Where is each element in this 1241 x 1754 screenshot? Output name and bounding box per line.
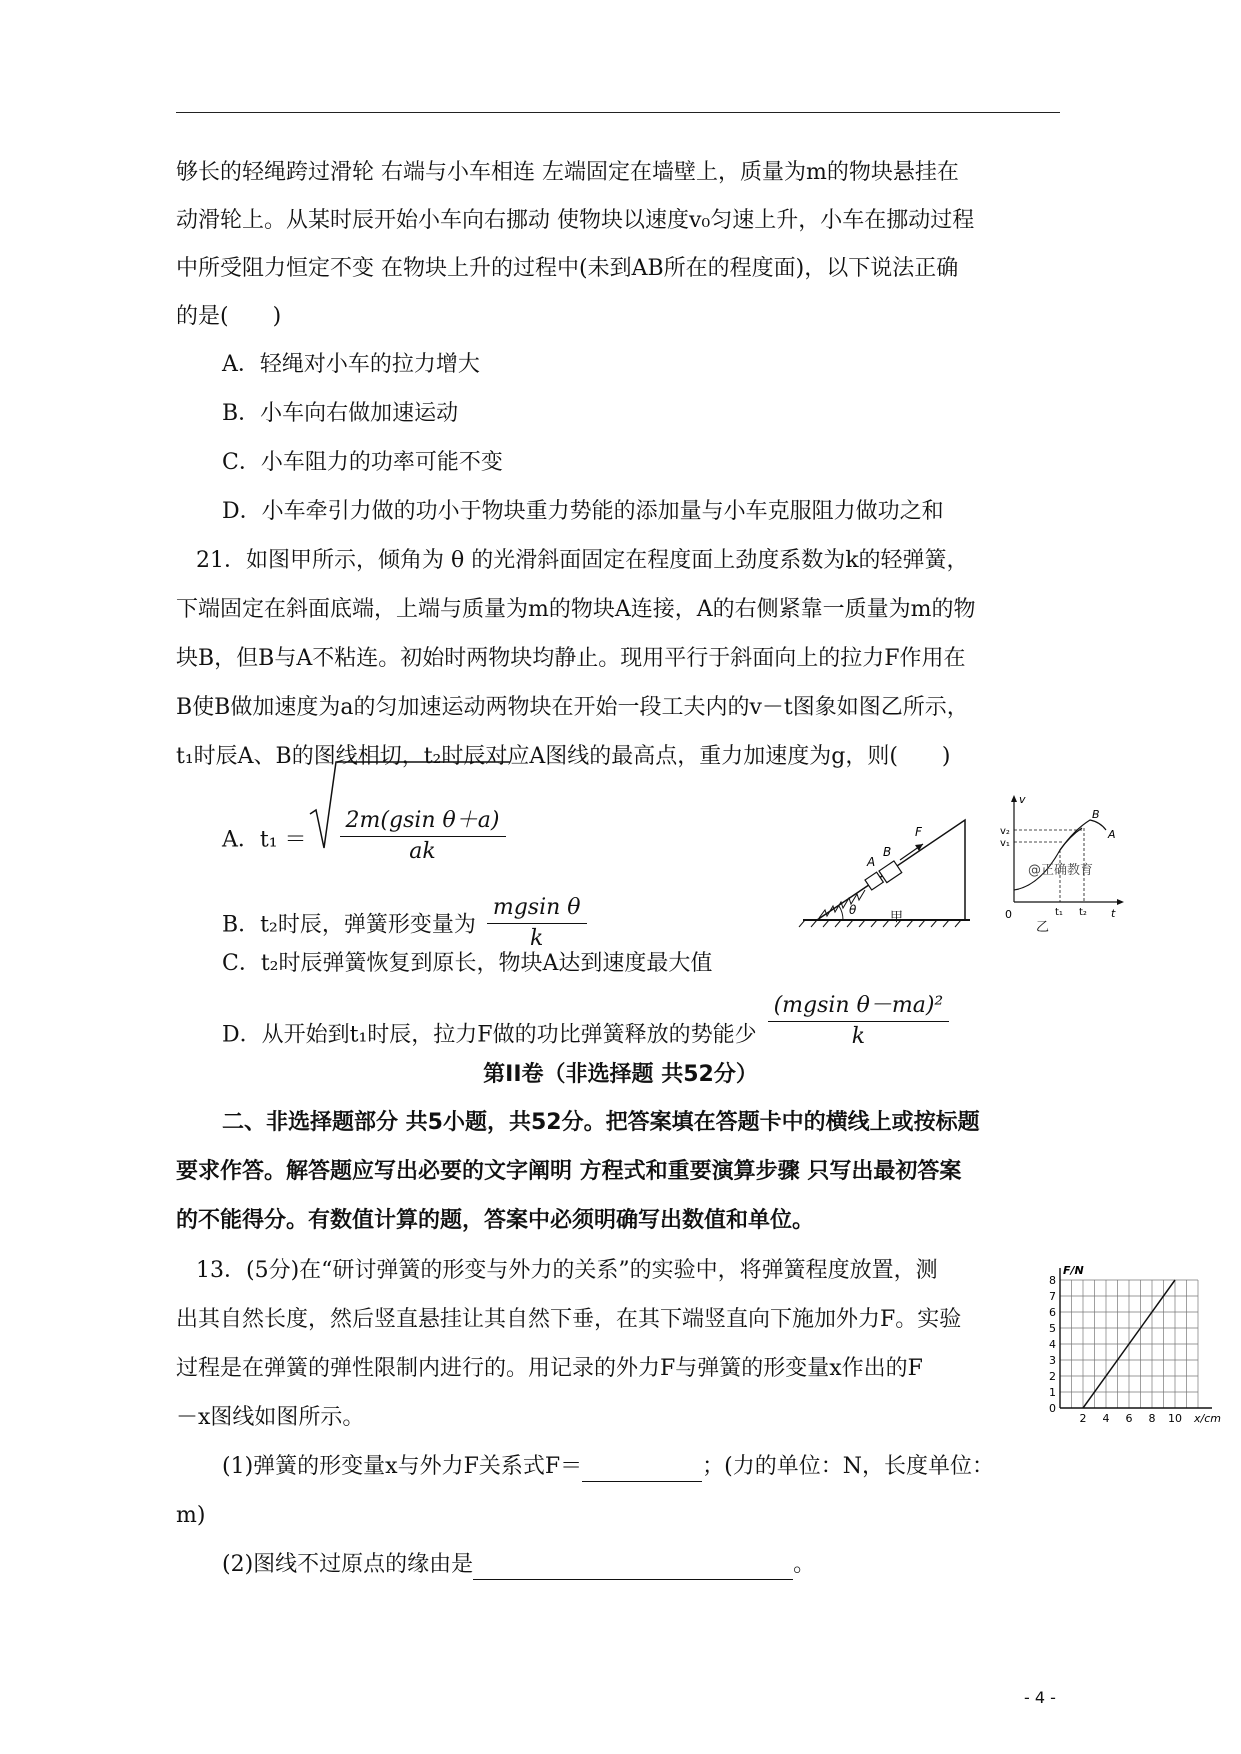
- option-a: A．轻绳对小车的拉力增大: [222, 352, 480, 377]
- q21-option-a: [222, 810, 506, 871]
- text-line: 动滑轮上。从某时辰开始小车向右挪动 使物块以速度v₀匀速上升，小车在挪动过程: [176, 208, 975, 233]
- curve-b-label: B: [1092, 808, 1100, 821]
- fraction-denominator: k: [530, 926, 544, 951]
- block-b-label: B: [883, 845, 892, 859]
- fraction: [768, 991, 950, 1052]
- y-tick-label: 7: [1049, 1290, 1056, 1303]
- q13-line: －x图线如图所示。: [176, 1405, 365, 1430]
- angle-label: θ: [849, 903, 857, 917]
- y-tick-label: 0: [1049, 1402, 1056, 1415]
- x-tick-label: 10: [1168, 1412, 1182, 1425]
- q13-sub1-cont: m): [176, 1503, 206, 1528]
- q21-option-b: [222, 895, 587, 956]
- q21-line: 下端固定在斜面底端，上端与质量为m的物块A连接，A的右侧紧靠一质量为m的物: [176, 597, 976, 622]
- q13-line: 过程是在弹簧的弹性限制内进行的。用记录的外力F与弹簧的形变量x作出的F: [176, 1356, 923, 1381]
- y-tick-label: 2: [1049, 1370, 1056, 1383]
- origin-label: 0: [1005, 908, 1012, 921]
- y-tick-label: 5: [1049, 1322, 1056, 1335]
- force-label: F: [915, 825, 922, 839]
- section-instructions: 要求作答。解答题应写出必要的文字阐明 方程式和重要演算步骤 只写出最初答案: [176, 1159, 962, 1184]
- q13-sub1-units: ；(力的单位：N，长度单位：: [702, 1454, 994, 1479]
- y-tick-label: 3: [1049, 1354, 1056, 1367]
- q13-sub1-text: (1)弹簧的形变量x与外力F关系式F＝: [222, 1454, 583, 1479]
- figure-jia-caption: 甲: [890, 910, 904, 925]
- axis-v-label: v: [1019, 793, 1026, 806]
- y-tick-label: 1: [1049, 1386, 1056, 1399]
- q21-line: 块B，但B与A不粘连。初始时两物块均静止。现用平行于斜面向上的拉力F作用在: [176, 646, 966, 671]
- option-c: C．小车阻力的功率可能不变: [222, 450, 503, 475]
- watermark-text: @正确教育: [1028, 863, 1094, 878]
- y-tick-label: 6: [1049, 1306, 1056, 1319]
- q21-option-b-label: B．t₂时辰，弹簧形变量为: [222, 912, 476, 938]
- q21-line: t₁时辰A、B的图线相切，t₂时辰对应A图线的最高点，重力加速度为g，则( ): [176, 744, 951, 769]
- section-instructions: 的不能得分。有数值计算的题，答案中必须明确写出数值和单位。: [176, 1208, 815, 1233]
- v1-label: v₁: [1000, 838, 1010, 849]
- q13-line: 13．(5分)在“研讨弹簧的形变与外力的关系”的实验中，将弹簧程度放置，测: [196, 1258, 938, 1283]
- y-tick-label: 8: [1049, 1274, 1056, 1287]
- q13-line: 出其自然长度，然后竖直悬挂让其自然下垂，在其下端竖直向下施加外力F。实验: [176, 1307, 962, 1332]
- q21-option-d-label: D．从开始到t₁时辰，拉力F做的功比弹簧释放的势能少: [222, 1022, 757, 1048]
- q13-sub2: [222, 1550, 815, 1580]
- fraction-numerator: (mgsin θ－ma)²: [768, 991, 950, 1022]
- q21-option-d: [222, 993, 949, 1066]
- y-tick-label: 4: [1049, 1338, 1056, 1351]
- figure-yi-caption: 乙: [1036, 920, 1050, 935]
- header-rule: [176, 112, 1060, 113]
- axis-t-label: t: [1111, 907, 1116, 920]
- option-d: D．小车牵引力做的功小于物块重力势能的添加量与小车克服阻力做功之和: [222, 499, 944, 524]
- fraction-denominator: ak: [409, 839, 436, 864]
- q13-sub2-text: (2)图线不过原点的缘由是: [222, 1552, 474, 1577]
- q21-line: B使B做加速度为a的匀加速运动两物块在开始一段工夫内的v－t图象如图乙所示，: [176, 695, 969, 720]
- fraction: [340, 806, 506, 867]
- fraction-numerator: mgsin θ: [487, 893, 587, 924]
- x-tick-label: 8: [1148, 1412, 1156, 1425]
- answer-blank[interactable]: [473, 1557, 793, 1580]
- sqrt-expression: [314, 810, 506, 871]
- x-axis-label: x/cm: [1194, 1412, 1221, 1425]
- section-title: 第II卷（非选择题 共52分）: [483, 1062, 758, 1087]
- q21-option-a-label: A．t₁ ＝: [222, 827, 307, 853]
- t2-label: t₂: [1079, 907, 1087, 918]
- section-instructions: 二、非选择题部分 共5小题，共52分。把答案填在答题卡中的横线上或按标题: [222, 1110, 980, 1135]
- curve-a-label: A: [1108, 828, 1116, 841]
- text-line: 的是( ): [176, 304, 282, 329]
- q13-sub1: [222, 1452, 994, 1482]
- x-tick-label: 2: [1079, 1412, 1087, 1425]
- text-line: 够长的轻绳跨过滑轮 右端与小车相连 左端固定在墙壁上，质量为m的物块悬挂在: [176, 160, 959, 185]
- fraction: [487, 893, 587, 954]
- fx-chart: [1040, 1258, 1230, 1428]
- x-tick-label: 6: [1125, 1412, 1133, 1425]
- q21-option-c: C．t₂时辰弹簧恢复到原长，物块A达到速度最大值: [222, 951, 713, 976]
- fraction-numerator: 2m(gsin θ＋a): [340, 806, 506, 837]
- block-a-label: A: [867, 855, 876, 869]
- sqrt-sign-icon: [310, 770, 340, 850]
- t1-label: t₁: [1055, 907, 1063, 918]
- page-number: - 4 -: [1024, 1688, 1056, 1707]
- q13-sub2-end: 。: [793, 1552, 816, 1577]
- figure-yi: [1000, 790, 1130, 925]
- fraction-denominator: k: [851, 1024, 866, 1049]
- y-axis-label: F/N: [1063, 1264, 1084, 1277]
- answer-blank[interactable]: [582, 1459, 702, 1482]
- text-line: 中所受阻力恒定不变 在物块上升的过程中(未到AB所在的程度面)，以下说法正确: [176, 256, 959, 281]
- x-tick-label: 4: [1102, 1412, 1110, 1425]
- v2-label: v₂: [1000, 826, 1010, 837]
- option-b: B．小车向右做加速运动: [222, 401, 459, 426]
- q21-line: 21．如图甲所示，倾角为 θ 的光滑斜面固定在程度面上劲度系数为k的轻弹簧，: [196, 548, 969, 573]
